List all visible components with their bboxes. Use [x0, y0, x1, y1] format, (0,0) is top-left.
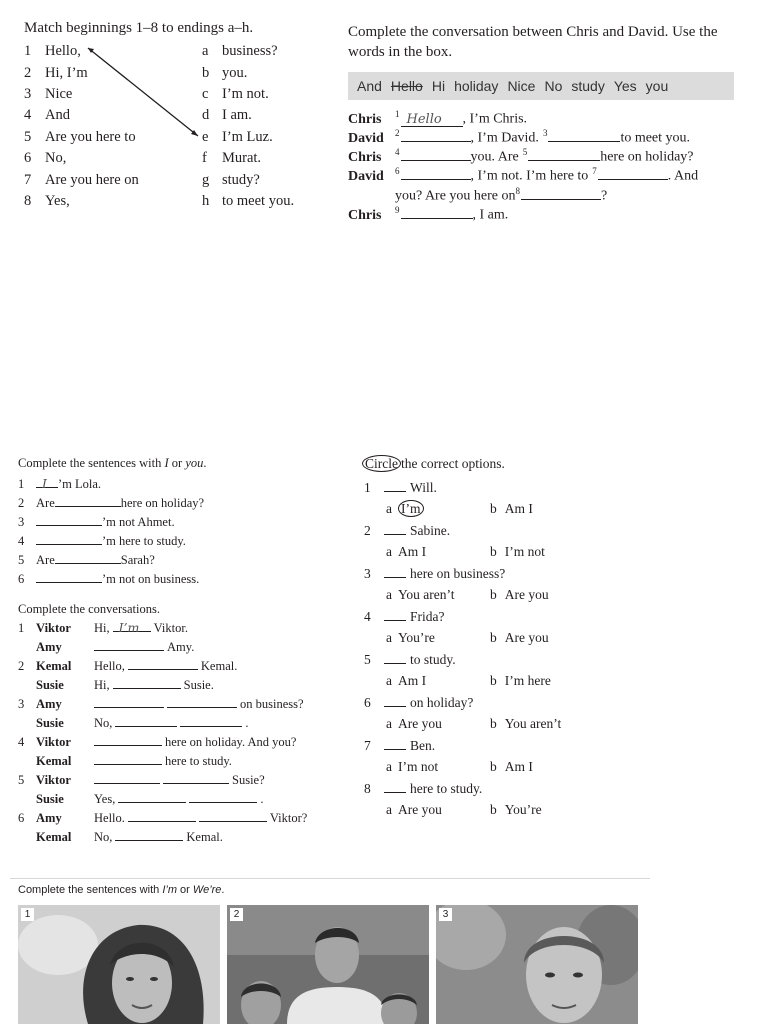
photo-woman: 1 — [18, 905, 220, 1024]
option-b[interactable] — [490, 501, 533, 517]
ending-letter: h — [202, 193, 210, 209]
answer-blank[interactable] — [384, 523, 406, 535]
speaker-name: Kemal — [36, 659, 72, 673]
question-text — [384, 480, 437, 496]
option-letter: b — [490, 587, 497, 602]
question-number: 8 — [364, 781, 371, 796]
conversation-line — [18, 715, 249, 731]
item-pre: Are — [36, 496, 55, 510]
answer-blank[interactable] — [528, 149, 600, 161]
line-post: here on holiday. And you? — [165, 735, 297, 749]
line-post: . — [245, 716, 249, 730]
option-letter: b — [490, 630, 497, 645]
exercise2-title: Complete the conversation between Chris and David. Use the words in the box. — [348, 24, 718, 60]
answer-blank[interactable] — [113, 677, 181, 689]
conversation-line — [348, 147, 694, 166]
conversation-line — [18, 791, 263, 807]
line-text: , I’m Chris. — [462, 111, 528, 127]
box-word: study — [571, 78, 605, 94]
option-letter: b — [490, 673, 497, 688]
beginning-text: Hello, — [45, 43, 81, 59]
beginning-number: 5 — [24, 129, 32, 145]
item-number: 4 — [18, 534, 25, 548]
option-text: You’re — [398, 630, 435, 645]
answer-blank[interactable] — [36, 533, 102, 545]
option-letter: a — [386, 759, 392, 774]
answer-blank[interactable] — [598, 168, 668, 180]
answer-blank[interactable] — [36, 571, 102, 583]
beginning-number: 6 — [24, 150, 32, 166]
question-text — [384, 652, 456, 668]
line-pre: Hello. — [94, 811, 125, 825]
conversation-line — [18, 829, 223, 845]
option-a[interactable] — [386, 673, 426, 689]
speaker-name: David — [348, 168, 384, 184]
answer-blank[interactable] — [199, 810, 267, 822]
beginning-number: 2 — [24, 65, 32, 81]
answer-blank[interactable] — [94, 772, 160, 784]
question-label: Frida? — [410, 609, 445, 624]
item-number: 2 — [18, 496, 25, 510]
option-b[interactable] — [490, 673, 551, 689]
line-number: 3 — [18, 697, 25, 711]
answer-blank[interactable] — [115, 829, 183, 841]
match-line — [86, 43, 209, 145]
line-post: Viktor. — [153, 621, 188, 635]
line-pre: Hi, — [94, 621, 110, 635]
answer-blank[interactable] — [384, 695, 406, 707]
question-label: Ben. — [410, 738, 436, 753]
option-a[interactable] — [386, 802, 442, 818]
option-a[interactable] — [386, 716, 442, 732]
line-post: Viktor? — [269, 811, 308, 825]
conversation-line — [18, 639, 194, 655]
speaker-name: Amy — [36, 640, 62, 654]
answer-blank[interactable] — [128, 810, 196, 822]
line-post: Susie. — [183, 678, 214, 692]
answer-blank[interactable] — [118, 791, 186, 803]
answer-blank[interactable] — [55, 495, 121, 507]
speaker-name: Kemal — [36, 830, 72, 844]
gap-number: 4 — [395, 147, 400, 157]
option-text: You’re — [504, 802, 542, 817]
ending-text: Murat. — [222, 150, 262, 166]
beginning-number: 8 — [24, 193, 32, 209]
answer-blank[interactable] — [128, 658, 198, 670]
option-letter: b — [490, 802, 497, 817]
answer-blank[interactable] — [94, 753, 162, 765]
option-letter: b — [490, 501, 497, 516]
conversation-line — [348, 128, 690, 147]
line-number: 5 — [18, 773, 25, 787]
item-number: 3 — [18, 515, 25, 529]
speaker-name: David — [348, 130, 384, 146]
question-text — [384, 695, 473, 711]
question-number: 4 — [364, 609, 371, 624]
answer-blank[interactable] — [113, 620, 151, 635]
exercise6-title: Complete the sentences with I’m or We’re. — [18, 884, 225, 896]
item-number: 6 — [18, 572, 25, 586]
sentence-item — [18, 514, 175, 530]
speaker-name: Chris — [348, 149, 382, 165]
ending-text: I am. — [222, 107, 252, 123]
sentence-item — [18, 571, 199, 587]
option-text: Am I — [504, 759, 533, 774]
gap-number: 2 — [395, 128, 400, 138]
answer-blank[interactable] — [36, 476, 58, 491]
conversation-line — [18, 772, 265, 788]
line-post: Susie? — [232, 773, 265, 787]
option-b[interactable] — [490, 587, 549, 603]
speaker-name: Amy — [36, 697, 62, 711]
question-label: here on business? — [410, 566, 506, 581]
option-b[interactable] — [490, 544, 545, 560]
question-label: to study. — [410, 652, 456, 667]
option-b[interactable] — [490, 759, 533, 775]
question-number: 1 — [364, 480, 371, 495]
exercise1-title: Match beginnings 1–8 to endings a–h. — [24, 20, 254, 36]
box-word: Nice — [507, 78, 536, 94]
item-post: ’m here to study. — [102, 534, 186, 548]
speaker-name: Chris — [348, 111, 382, 127]
item-post: ’m Lola. — [58, 477, 102, 491]
beginning-text: Nice — [45, 86, 73, 102]
beginning-text: Hi, I’m — [45, 65, 88, 81]
box-word: you — [645, 78, 669, 94]
box-word: And — [357, 78, 382, 94]
family-image — [227, 905, 429, 1024]
answer-blank[interactable] — [401, 130, 471, 142]
sentence-item — [18, 533, 186, 549]
option-letter: a — [386, 630, 392, 645]
option-b[interactable] — [490, 802, 542, 818]
option-text: Are you — [398, 802, 442, 817]
line-text: , I’m David. — [470, 130, 539, 146]
line-post: Kemal. — [200, 659, 238, 673]
ending-letter: c — [202, 86, 209, 102]
line-pre: Yes, — [94, 792, 116, 806]
conversation-line — [18, 677, 214, 693]
ending-text: study? — [222, 172, 260, 188]
answer-blank[interactable] — [115, 715, 177, 727]
option-text: Am I — [504, 501, 533, 516]
line-post: Amy. — [167, 640, 195, 654]
conversation-line — [18, 810, 307, 826]
answer-blank[interactable] — [401, 149, 471, 161]
answer-blank[interactable] — [94, 734, 162, 746]
option-a[interactable] — [386, 759, 438, 775]
option-letter: a — [386, 501, 392, 516]
option-letter: b — [490, 716, 497, 731]
answer-blank[interactable] — [189, 791, 257, 803]
answer-blank[interactable] — [163, 772, 229, 784]
line-pre: Hello, — [94, 659, 125, 673]
gap-number: 9 — [395, 205, 400, 215]
line-pre: No, — [94, 830, 113, 844]
answer-blank[interactable] — [36, 514, 102, 526]
continuation-text: you? Are you here on — [395, 188, 516, 204]
ending-letter: b — [202, 65, 210, 81]
conversation-line — [18, 753, 232, 769]
question-text — [384, 566, 505, 582]
box-word: Yes — [613, 78, 637, 94]
item-number: 1 — [18, 477, 25, 491]
beginning-number: 1 — [24, 43, 32, 59]
question-label: here to study. — [410, 781, 483, 796]
option-text: I’m not — [398, 759, 439, 774]
exercise3-title: Complete the sentences with I or you. — [18, 456, 207, 470]
option-text: Am I — [398, 673, 427, 688]
line-text: . And — [667, 168, 699, 184]
gap-number: 5 — [522, 147, 528, 157]
sentence-item — [18, 552, 155, 568]
ending-text: you. — [222, 65, 248, 81]
line-post: on business? — [240, 697, 304, 711]
option-text: Am I — [398, 544, 427, 559]
box-word: holiday — [454, 78, 499, 94]
item-post: ’m not on business. — [102, 572, 200, 586]
ending-letter: e — [202, 129, 209, 145]
line-text: , I am. — [472, 207, 509, 223]
option-a[interactable] — [386, 501, 424, 517]
box-word: Hello — [390, 78, 423, 94]
speaker-name: Susie — [36, 678, 64, 692]
line-post: Kemal. — [186, 830, 223, 844]
sentence-item — [18, 495, 204, 511]
option-letter: a — [386, 673, 392, 688]
photo-family: 2 — [227, 905, 429, 1024]
speaker-name: Susie — [36, 792, 64, 806]
beginning-text: Are you here to — [45, 129, 136, 145]
question-number: 7 — [364, 738, 371, 753]
option-letter: b — [490, 544, 497, 559]
ending-letter: d — [202, 107, 210, 123]
ending-text: business? — [222, 43, 278, 59]
line-text: ? — [601, 188, 608, 204]
word-box — [348, 72, 734, 100]
item-post: here on holiday? — [120, 496, 205, 510]
beginning-text: No, — [45, 150, 67, 166]
answer-blank[interactable] — [384, 738, 406, 750]
speaker-name: Viktor — [36, 621, 71, 635]
exercise4-title: Complete the conversations. — [18, 602, 160, 616]
option-a[interactable] — [386, 630, 435, 646]
option-text: I’m — [398, 500, 424, 517]
ending-text: to meet you. — [222, 193, 295, 209]
box-word: No — [544, 78, 563, 94]
item-number: 5 — [18, 553, 25, 567]
example-answer: Hello — [406, 111, 442, 127]
answer-blank[interactable] — [384, 480, 406, 492]
line-number: 4 — [18, 735, 25, 749]
question-text — [384, 781, 482, 797]
example-answer: I’m — [118, 620, 140, 635]
line-text: here on holiday? — [600, 149, 694, 165]
conversation-line — [18, 696, 304, 712]
question-number: 6 — [364, 695, 371, 710]
gap-number: 8 — [515, 186, 521, 196]
question-number: 2 — [364, 523, 371, 538]
line-post: . — [260, 792, 264, 806]
beginning-number: 4 — [24, 107, 32, 123]
speaker-name: Kemal — [36, 754, 72, 768]
answer-blank[interactable] — [401, 168, 471, 180]
option-letter: a — [386, 716, 392, 731]
line-text: you. Are — [470, 149, 519, 165]
option-letter: a — [386, 544, 392, 559]
question-label: Will. — [410, 480, 437, 495]
conversation-line — [348, 166, 698, 185]
line-number: 1 — [18, 621, 25, 635]
gap-number: 1 — [395, 109, 400, 119]
line-number: 6 — [18, 811, 25, 825]
answer-blank[interactable] — [167, 696, 237, 708]
example-answer: I — [42, 476, 47, 491]
conversation-line — [18, 734, 296, 750]
answer-blank[interactable] — [384, 566, 406, 578]
beginning-number: 3 — [24, 86, 32, 102]
conversation-line — [18, 620, 188, 636]
ending-letter: g — [202, 172, 210, 188]
man-image — [436, 905, 638, 1024]
answer-blank[interactable] — [384, 652, 406, 664]
answer-blank[interactable] — [401, 207, 473, 219]
ending-letter: f — [202, 150, 207, 166]
answer-blank[interactable] — [521, 188, 601, 200]
beginning-number: 7 — [24, 172, 32, 188]
speaker-name: Viktor — [36, 773, 71, 787]
beginning-text: Are you here on — [45, 172, 139, 188]
conversation-line — [348, 109, 527, 128]
option-text: Are you — [398, 716, 442, 731]
speaker-name: Chris — [348, 207, 382, 223]
photo-man: 3 — [436, 905, 638, 1024]
ending-text: I’m Luz. — [222, 129, 273, 145]
answer-blank[interactable] — [94, 696, 164, 708]
option-a[interactable] — [386, 544, 426, 560]
beginning-text: Yes, — [45, 193, 70, 209]
item-post: Sarah? — [120, 553, 155, 567]
speaker-name: Amy — [36, 811, 62, 825]
beginning-text: And — [45, 107, 70, 123]
question-text — [384, 738, 435, 754]
gap-number: 7 — [592, 166, 597, 176]
gap-number: 6 — [395, 166, 400, 176]
box-word: Hi — [431, 78, 446, 94]
option-text: You aren’t — [504, 716, 562, 731]
answer-blank[interactable] — [180, 715, 242, 727]
option-text: I’m here — [504, 673, 551, 688]
gap-number: 3 — [542, 128, 548, 138]
question-label: Sabine. — [410, 523, 451, 538]
line-pre: Hi, — [94, 678, 110, 692]
answer-blank[interactable] — [548, 130, 620, 142]
conversation-line — [348, 205, 508, 224]
option-b[interactable] — [490, 630, 549, 646]
question-number: 5 — [364, 652, 371, 667]
line-pre: No, — [94, 716, 113, 730]
option-text: You aren’t — [398, 587, 455, 602]
exercise5-title: Circle the correct options. — [362, 456, 505, 472]
answer-blank[interactable] — [384, 609, 406, 621]
ending-letter: a — [202, 43, 209, 59]
option-a[interactable] — [386, 587, 455, 603]
answer-blank[interactable] — [94, 639, 164, 651]
option-letter: a — [386, 802, 392, 817]
section-divider — [10, 878, 650, 879]
conversation-line — [395, 186, 607, 205]
question-label: on holiday? — [410, 695, 474, 710]
answer-blank[interactable] — [384, 781, 406, 793]
question-number: 3 — [364, 566, 371, 581]
line-number: 2 — [18, 659, 25, 673]
line-text: , I’m not. I’m here to — [470, 168, 589, 184]
sentence-item — [18, 476, 101, 492]
item-pre: Are — [36, 553, 55, 567]
question-text — [384, 523, 450, 539]
speaker-name: Viktor — [36, 735, 71, 749]
option-text: Are you — [504, 587, 549, 602]
conversation-line — [18, 658, 237, 674]
speaker-name: Susie — [36, 716, 64, 730]
item-post: ’m not Ahmet. — [102, 515, 175, 529]
line-text: to meet you. — [620, 130, 691, 146]
option-text: I’m not — [504, 544, 545, 559]
line-post: here to study. — [165, 754, 232, 768]
option-letter: a — [386, 587, 392, 602]
option-text: Are you — [504, 630, 549, 645]
option-letter: b — [490, 759, 497, 774]
ending-text: I’m not. — [222, 86, 269, 102]
option-b[interactable] — [490, 716, 561, 732]
question-text — [384, 609, 445, 625]
answer-blank[interactable] — [401, 112, 463, 127]
woman-image — [18, 905, 220, 1024]
answer-blank[interactable] — [55, 552, 121, 564]
